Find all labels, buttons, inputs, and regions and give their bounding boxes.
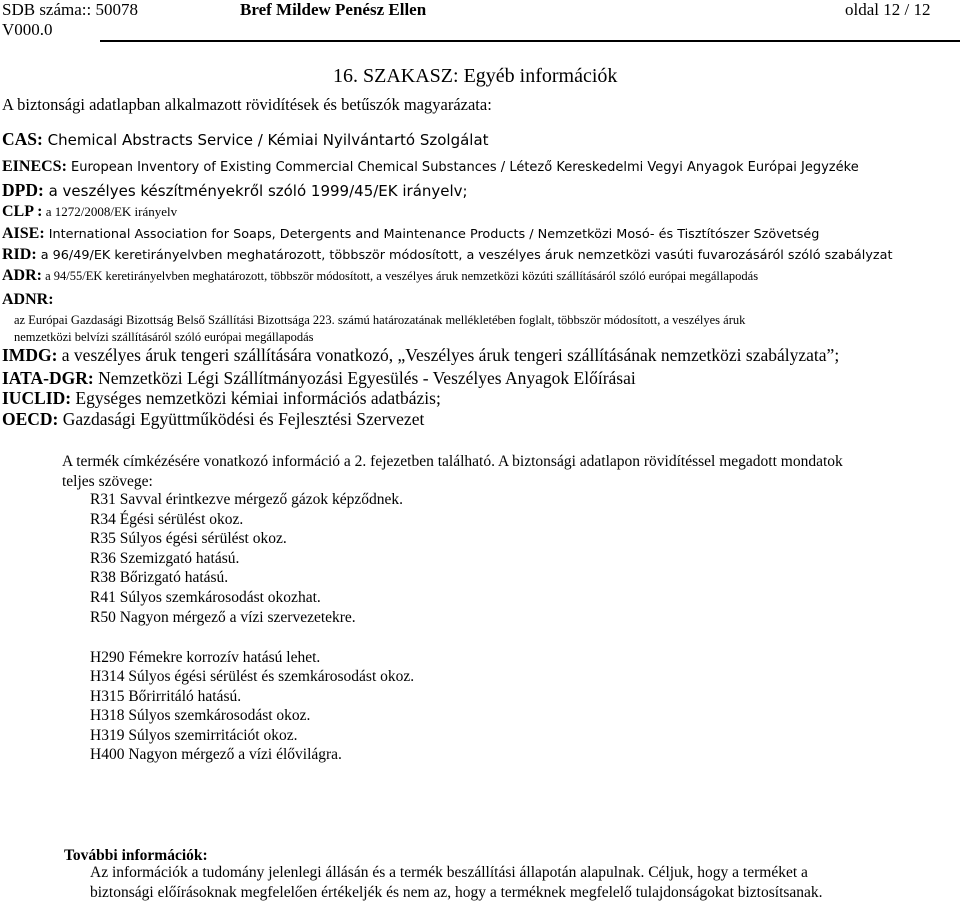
h-phrase: H315 Bőrirritáló hatású. (90, 688, 242, 705)
section-title: 16. SZAKASZ: Egyéb információk (333, 65, 618, 87)
further-info-title: További információk: (64, 847, 208, 864)
r-phrase: R38 Bőrizgató hatású. (90, 569, 229, 586)
company-product: Bref Mildew Penész Ellen (240, 0, 427, 19)
header-rule (100, 40, 960, 42)
r-phrase: R50 Nagyon mérgező a vízi szervezetekre. (90, 609, 356, 626)
h-phrase: H318 Súlyos szemkárosodást okoz. (90, 707, 311, 724)
abbr-dpd: DPD: a veszélyes készítményekről szóló 1999/45/EK irányelv; (2, 180, 468, 200)
label-info-line-2: teljes szövege: (62, 473, 153, 490)
abbr-iuclid: IUCLID: Egységes nemzetközi kémiai információs adatbázis; (2, 388, 441, 408)
abbr-rid: RID: a 96/49/EK keretirányelvben meghatározott, többször módosított, a veszélyes áruk nemzetközi vasúti fuvarozásáról szóló szabályzat (2, 246, 893, 263)
section-intro: A biztonsági adatlapban alkalmazott rövidítések és betűszók magyarázata: (2, 95, 492, 114)
r-phrase: R41 Súlyos szemkárosodást okozhat. (90, 589, 321, 606)
sdb-number: SDB száma:: 50078 (2, 0, 138, 19)
r-phrase: R34 Égési sérülést okoz. (90, 511, 244, 528)
r-phrase: R35 Súlyos égési sérülést okoz. (90, 530, 287, 547)
abbr-iata: IATA-DGR: Nemzetközi Légi Szállítmányozási Egyesülés - Veszélyes Anyagok Előírásai (2, 368, 636, 388)
abbr-adnr-text-1: az Európai Gazdasági Bizottság Belső Szállítási Bizottsága 223. számú határozatának mellékletében foglalt, többször módosított, a veszélyes áruk (14, 313, 746, 327)
h-phrase: H319 Súlyos szemirritációt okoz. (90, 727, 298, 744)
abbr-oecd: OECD: Gazdasági Együttműködési és Fejlesztési Szervezet (2, 409, 425, 429)
further-info-line-2: biztonsági előírásoknak megfelelően értékeljék és nem az, hogy a terméknek megfelelő tulajdonságokat biztosítsanak. (90, 884, 823, 901)
r-phrase: R31 Savval érintkezve mérgező gázok képződnek. (90, 491, 404, 508)
page-number: oldal 12 / 12 (845, 0, 931, 19)
abbr-cas: CAS: Chemical Abstracts Service / Kémiai Nyilvántartó Szolgálat (2, 129, 489, 149)
r-phrase: R36 Szemizgató hatású. (90, 550, 240, 567)
abbr-aise: AISE: International Association for Soaps, Detergents and Maintenance Products / Nemzetközi Mosó- és Tisztítószer Szövetség (2, 225, 820, 242)
h-phrase: H314 Súlyos égési sérülést és szemkárosodást okoz. (90, 668, 415, 685)
abbr-einecs: EINECS: European Inventory of Existing Commercial Chemical Substances / Létező Kereskedelmi Vegyi Anyagok Európai Jegyzéke (2, 158, 859, 175)
abbr-adnr: ADNR: (2, 291, 54, 308)
h-phrase: H400 Nagyon mérgező a vízi élővilágra. (90, 746, 342, 763)
version: V000.0 (2, 20, 53, 39)
h-phrase: H290 Fémekre korrozív hatású lehet. (90, 649, 321, 666)
abbr-imdg: IMDG: a veszélyes áruk tengeri szállítására vonatkozó, „Veszélyes áruk tengeri szállításának nemzetközi szabályzata”; (2, 345, 840, 365)
further-info-line-1: Az információk a tudomány jelenlegi állásán és a termék beszállítási állapotán alapulnak. Céljuk, hogy a terméket a (90, 864, 808, 881)
abbr-adr: ADR: a 94/55/EK keretirányelvben meghatározott, többször módosított, a veszélyes áruk nemzetközi közúti szállításáról szóló európai megállapodás (2, 267, 759, 284)
abbr-adnr-text-2: nemzetközi belvízi szállításáról szóló európai megállapodás (14, 330, 314, 344)
label-info-line-1: A termék címkézésére vonatkozó információ a 2. fejezetben található. A biztonsági adatlapon rövidítéssel megadott mondatok (62, 453, 843, 470)
abbr-clp: CLP : a 1272/2008/EK irányelv (2, 203, 178, 220)
